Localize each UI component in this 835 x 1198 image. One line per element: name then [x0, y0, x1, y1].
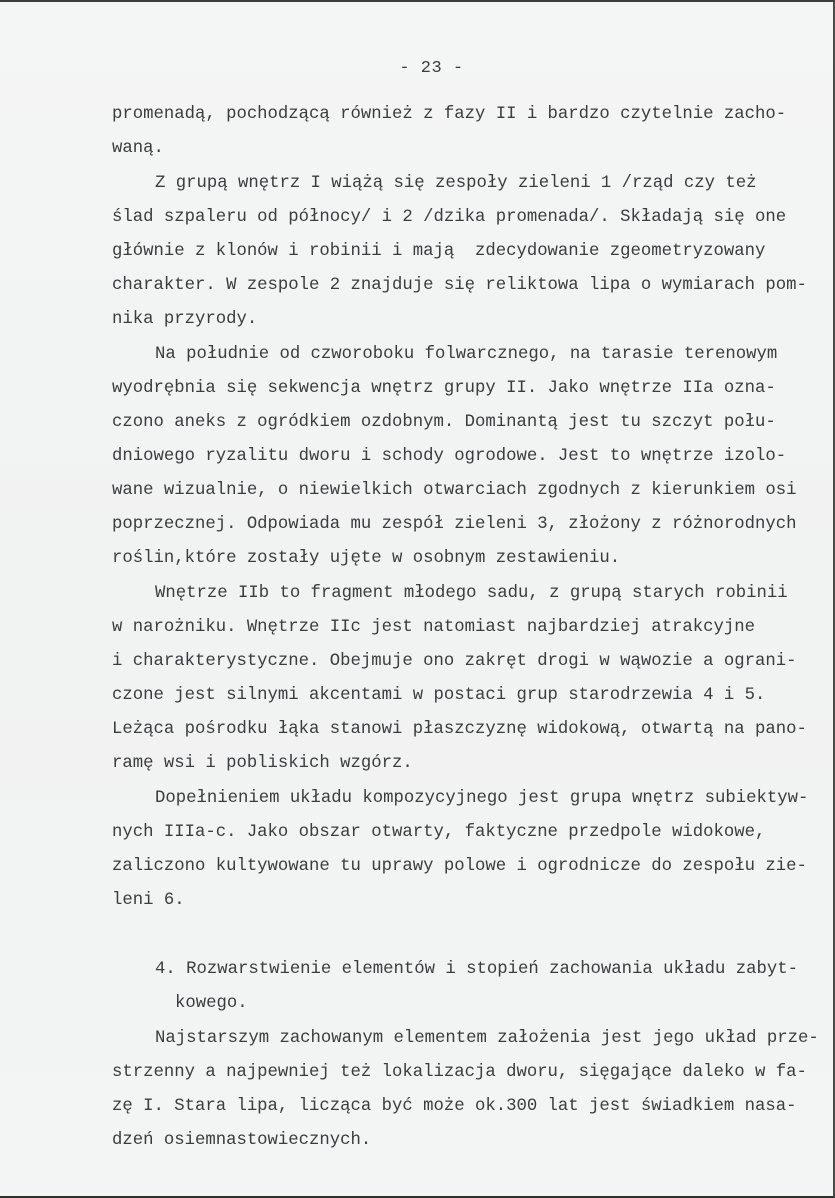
- text-line: i charakterystyczne. Obejmuje ono zakręt drogi w wąwozie a ograni-: [112, 652, 797, 671]
- text-line: leni 6.: [112, 891, 185, 910]
- text-line: w narożniku. Wnętrze IIc jest natomiast najbardziej atrakcyjne: [112, 618, 755, 637]
- text-line: charakter. W zespole 2 znajduje się reliktowa lipa o wymiarach pom-: [112, 276, 807, 295]
- text-line: ślad szpaleru od północy/ i 2 /dzika promenada/. Składają się one: [112, 208, 787, 227]
- text-line: dzeń osiemnastowiecznych.: [112, 1131, 372, 1150]
- text-line: nych IIIa-c. Jako obszar otwarty, faktyczne przedpole widokowe,: [112, 823, 766, 842]
- text-line: głównie z klonów i robinii i mają zdecydowanie zgeometryzowany: [112, 242, 766, 261]
- text-line: czone jest silnymi akcentami w postaci grup starodrzewia 4 i 5.: [112, 686, 766, 705]
- text-line: Najstarszym zachowanym elementem założenia jest jego układ prze-: [155, 1029, 819, 1048]
- text-line: Na południe od czworoboku folwarcznego, na tarasie terenowym: [155, 345, 778, 364]
- text-line: czono aneks z ogródkiem ozdobnym. Dominantą jest tu szczyt połu-: [112, 413, 776, 432]
- section-heading-continuation: kowego.: [175, 994, 248, 1013]
- text-line: wane wizualnie, o niewielkich otwarciach zgodnych z kierunkiem osi: [112, 481, 797, 500]
- text-line: promenadą, pochodzącą również z fazy II i bardzo czytelnie zacho-: [112, 105, 787, 124]
- page-number: - 23 -: [399, 59, 464, 78]
- text-line: ramę wsi i pobliskich wzgórz.: [112, 754, 413, 773]
- section-heading: 4. Rozwarstwienie elementów i stopień zachowania układu zabyt-: [155, 960, 798, 979]
- text-line: Wnętrze IIb to fragment młodego sadu, z grupą starych robinii: [155, 584, 788, 603]
- text-line: roślin,które zostały ujęte w osobnym zestawieniu.: [112, 549, 621, 568]
- text-line: wyodrębnia się sekwencja wnętrz grupy II. Jako wnętrze IIa ozna-: [112, 379, 776, 398]
- text-line: Leżąca pośrodku łąka stanowi płaszczyznę widokową, otwartą na pano-: [112, 720, 807, 739]
- text-line: zę I. Stara lipa, licząca być może ok.300 lat jest świadkiem nasa-: [112, 1097, 797, 1116]
- text-line: dniowego ryzalitu dworu i schody ogrodowe. Jest to wnętrze izolo-: [112, 447, 787, 466]
- text-line: strzenny a najpewniej też lokalizacja dworu, sięgające daleko w fa-: [112, 1063, 807, 1082]
- text-line: Dopełnieniem układu kompozycyjnego jest grupa wnętrz subiektyw-: [155, 789, 809, 808]
- text-line: waną.: [112, 139, 164, 158]
- text-line: Z grupą wnętrz I wiążą się zespoły zieleni 1 /rząd czy też: [155, 174, 757, 193]
- text-line: zaliczono kultywowane tu uprawy polowe i ogrodnicze do zespołu zie-: [112, 857, 807, 876]
- text-line: nika przyrody.: [112, 310, 258, 329]
- text-line: poprzecznej. Odpowiada mu zespół zieleni 3, złożony z różnorodnych: [112, 515, 797, 534]
